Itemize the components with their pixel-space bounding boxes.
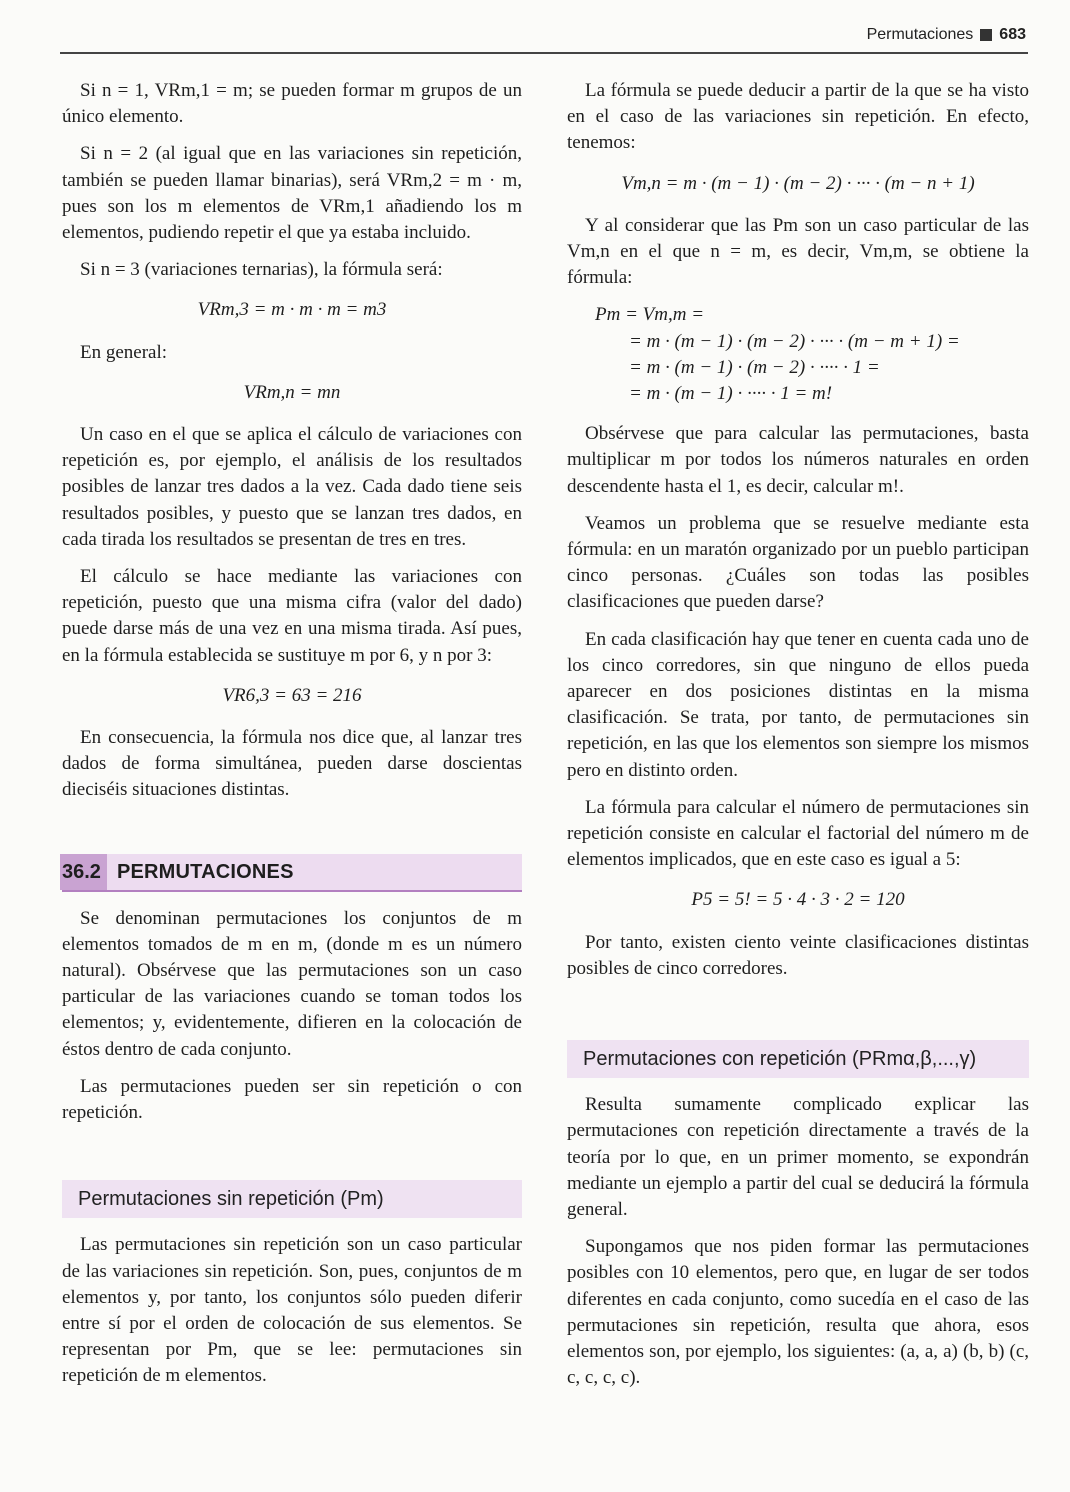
square-bullet-icon [980, 29, 992, 41]
subsection-heading: Permutaciones sin repetición (Pm) [62, 1180, 522, 1218]
equation-line: = m · (m − 1) · (m − 2) · ··· · (m − m + 1) = [629, 330, 960, 352]
paragraph: Las permutaciones pueden ser sin repetición o con repetición. [62, 1075, 522, 1124]
equation: P5 = 5! = 5 · 4 · 3 · 2 = 120 [691, 889, 905, 911]
paragraph: Si n = 1, VRm,1 = m; se pueden formar m grupos de un único elemento. [62, 80, 522, 128]
paragraph: En cada clasificación hay que tener en cuenta cada uno de los cinco corredores, sin que ninguno de ellos pueda aparecer en dos posiciones distintas en la misma clasificación. Se trata, por tanto, de permutaciones sin repetición, en las que los elementos son siempre los mismos pero en distinto orden. [567, 628, 1029, 781]
paragraph: La fórmula para calcular el número de permutaciones sin repetición consiste en calcular el factorial del número m de elementos implicados, que en este caso es igual a 5: [567, 796, 1029, 871]
subsection-heading: Permutaciones con repetición (PRmα,β,...,γ) [567, 1040, 1029, 1078]
paragraph: Si n = 3 (variaciones ternarias), la fórmula será: [80, 259, 443, 281]
section-title: PERMUTACIONES [116, 860, 294, 883]
paragraph: Y al considerar que las Pm son un caso particular de las Vm,n en el que n = m, es decir, Vm,m, se obtiene la fórmula: [567, 214, 1029, 289]
equation: VRm,3 = m · m · m = m3 [197, 299, 387, 321]
header-rule [60, 52, 1028, 54]
paragraph: Resulta sumamente complicado explicar las permutaciones con repetición directamente a través de la teoría por lo que, en un primer momento, se expondrán mediante un ejemplo a partir del cual se deducirá la fórmula general. [567, 1094, 1029, 1220]
paragraph: En consecuencia, la fórmula nos dice que, al lanzar tres dados de forma simultánea, pueden darse doscientas dieciséis situaciones distintas. [62, 727, 522, 801]
equation-line: = m · (m − 1) · (m − 2) · ···· · 1 = [629, 356, 880, 378]
paragraph: Un caso en el que se aplica el cálculo de variaciones con repetición es, por ejemplo, el análisis de los resultados posibles de lanzar tres dados a la vez. Cada dado tiene seis resultados posibles, y puesto que se lanzan tres dados, en cada tirada los resultados se presentan de tres en tres. [62, 424, 522, 550]
paragraph: La fórmula se puede deducir a partir de la que se ha visto en el caso de las variaciones sin repetición. En efecto, tenemos: [567, 80, 1029, 154]
paragraph: Por tanto, existen ciento veinte clasificaciones distintas posibles de cinco corredores. [567, 931, 1029, 979]
equation: VRm,n = mn [243, 381, 341, 403]
paragraph: Supongamos que nos piden formar las permutaciones posibles con 10 elementos, pero que, en lugar de ser todos diferentes en cada conjunto, como sucedía en el caso de las permutaciones sin repetición, resulta que ahora, esos elementos son, por ejemplo, los siguientes: (a, a, a) (b, b) (c, c, c, c, c). [567, 1236, 1029, 1389]
paragraph: Obsérvese que para calcular las permutaciones, basta multiplicar m por todos los números naturales en orden descendente hasta el 1, es decir, calcular m!. [567, 423, 1029, 497]
equation: VR6,3 = 63 = 216 [222, 684, 362, 706]
paragraph: Veamos un problema que se resuelve mediante esta fórmula: en un maratón organizado por un pueblo participan cinco personas. ¿Cuáles son todas las posibles clasificaciones que pueden darse? [567, 512, 1029, 613]
paragraph: Si n = 2 (al igual que en las variaciones sin repetición, también se pueden llamar binarias), será VRm,2 = m · m, pues son los m elementos de VRm,1 añadiendo los m elementos, pudiendo repetir el que ya estaba incluido. [62, 143, 522, 244]
left-column [62, 78, 522, 1401]
equation-block [595, 302, 1029, 407]
section-number: 36.2 [60, 854, 107, 890]
paragraph: Las permutaciones sin repetición son un caso particular de las variaciones sin repetición. Son, pues, conjuntos de m elementos y, por tanto, los conjuntos sólo pueden diferir entre sí por el orden de colocación de sus elementos. Se representan por Pm, que se lee: permutaciones sin repetición de m elementos. [62, 1234, 522, 1387]
equation: Vm,n = m · (m − 1) · (m − 2) · ··· · (m − n + 1) [621, 172, 975, 194]
right-column [567, 78, 1029, 1402]
paragraph: Se denominan permutaciones los conjuntos de m elementos tomados de m en m, (donde m es un número natural). Obsérvese que las permutaciones son un caso particular de las variaciones cuando se toman todos los elementos; y, evidentemente, difieren en la colocación de éstos dentro de cada conjunto. [62, 907, 522, 1060]
equation-line: = m · (m − 1) · ···· · 1 = m! [629, 383, 833, 405]
paragraph: En general: [80, 341, 168, 363]
paragraph: El cálculo se hace mediante las variaciones con repetición, puesto que una misma cifra (valor del dado) puede darse más de una vez en una misma tirada. Así pues, en la fórmula establecida se sustituye m por 6, y n por 3: [62, 566, 522, 666]
running-head [867, 26, 1026, 44]
equation-line: Pm = Vm,m = [595, 304, 705, 326]
section-heading [62, 854, 522, 892]
running-head-section: Permutaciones [866, 26, 974, 43]
page-number: 683 [999, 26, 1026, 43]
